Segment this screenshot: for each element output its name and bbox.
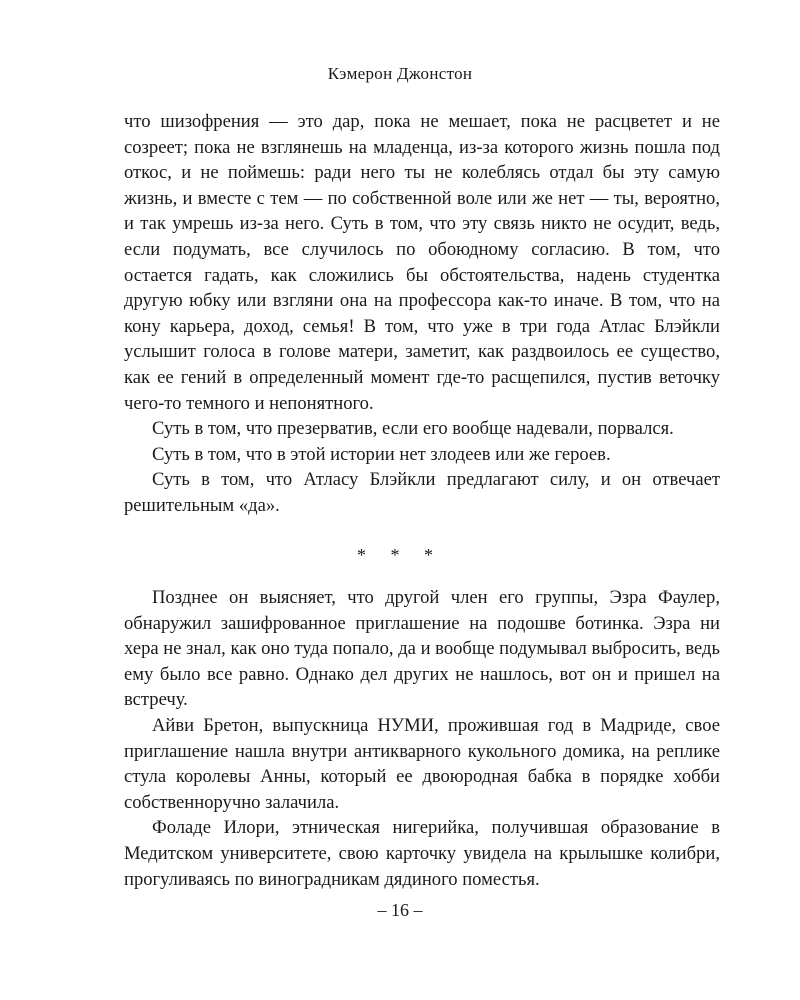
running-header: Кэмерон Джонстон bbox=[327, 64, 473, 83]
paragraph: Айви Бретон, выпускница НУМИ, прожившая год в Мадриде, свое приглашение нашла внутри антикварного кукольного домика, на реплике стула королевы Анны, который ее двоюродная бабка в порядке хобби собственноручно залачила. bbox=[124, 714, 720, 813]
paragraph: что шизофрения — это дар, пока не мешает, пока не расцветет и не созреет; пока не взглянешь на младенца, из-за которого жизнь пошла под откос, и не поймешь: ради него ты не колеблясь отдал бы эту самую жизнь, и вместе с тем — по собственной воле или же нет — ты, вероятно, и так умрешь из-за него. Суть в том, что эту связь никто не осудит, ведь, если подумать, все случилось по обоюдному согласию. В том, что остается гадать, как сложились бы обстоятельства, надень студентка другую юбку или взгляни она на профессора как-то иначе. В том, что на кону карьера, доход, семья! В том, что уже в три года Атлас Блэйкли услышит голоса в голове матери, заметит, как раздвоилось ее существо, как ее гений в определенный момент где-то расщепился, пустив веточку чего-то темного и непонятного. bbox=[124, 111, 720, 414]
paragraph: Позднее он выясняет, что другой член его группы, Эзра Фаулер, обнаружил зашифрованное приглашение на подошве ботинка. Эзра ни хера не знал, как оно туда попало, да и вообще подумывал выбросить, ведь ему было все равно. Однако дел других не нашлось, вот он и пришел на встречу. bbox=[124, 587, 720, 711]
text-section-two bbox=[124, 585, 720, 892]
scene-break: * * * bbox=[357, 545, 443, 565]
text-section-one bbox=[124, 109, 720, 519]
paragraph: Суть в том, что в этой истории нет злодеев или же героев. bbox=[152, 443, 611, 465]
page-number: – 16 – bbox=[377, 900, 423, 920]
paragraph: Суть в том, что презерватив, если его вообще надевали, порвался. bbox=[152, 418, 674, 440]
paragraph: Фоладе Илори, этническая нигерийка, получившая образование в Медитском университете, свою карточку увидела на крылышке колибри, прогуливаясь по виноградникам дядиного поместья. bbox=[124, 817, 720, 890]
paragraph: Суть в том, что Атласу Блэйкли предлагают силу, и он отвечает решительным «да». bbox=[124, 469, 720, 516]
